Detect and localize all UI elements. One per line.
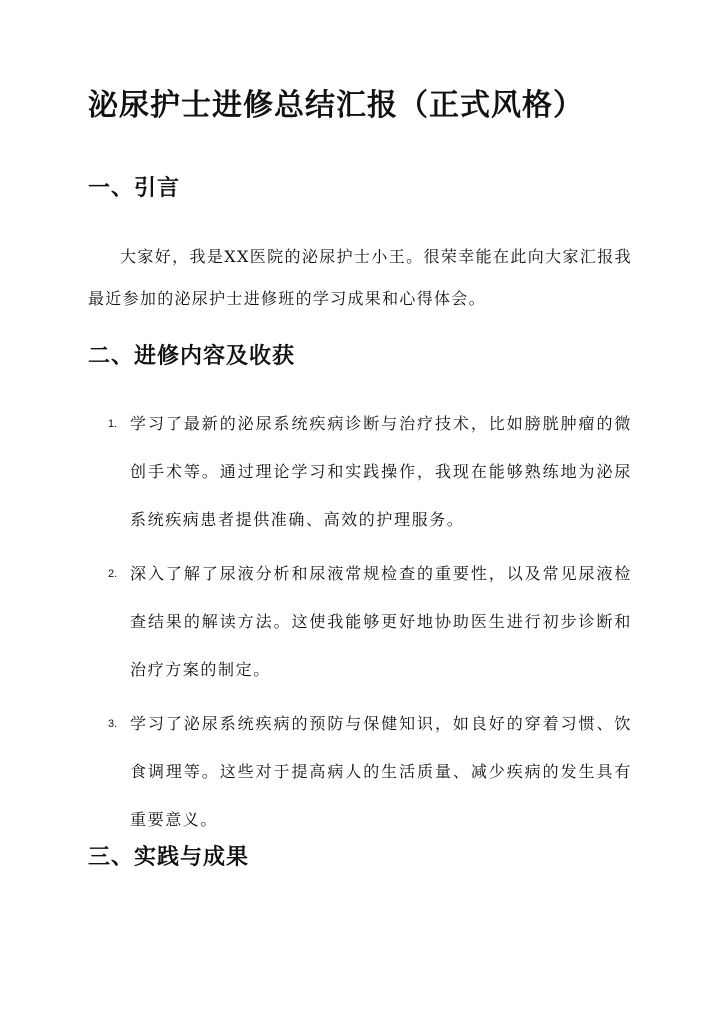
list-item-text: 学习了最新的泌尿系统疾病诊断与治疗技术，比如膀胱肿瘤的微创手术等。通过理论学习和实践操作，我现在能够熟练地为泌尿系统疾病患者提供准确、高效的护理服务。 [130,414,632,529]
section-heading-practice-results: 三、实践与成果 [88,844,250,870]
list-item-text: 学习了泌尿系统疾病的预防与保健知识，如良好的穿着习惯、饮食调理等。这些对于提高病人的生活质量、减少疾病的发生具有重要意义。 [130,714,632,829]
list-item-number: 1. [108,418,118,430]
list-item-text: 深入了解了尿液分析和尿液常规检查的重要性，以及常见尿液检查结果的解读方法。这使我能够更好地协助医生进行初步诊断和治疗方案的制定。 [130,564,632,679]
list-item [88,700,632,844]
list-item-number: 3. [108,718,118,730]
list-item [88,550,632,694]
list-item [88,400,632,544]
introduction-paragraph: 大家好，我是XX医院的泌尿护士小王。很荣幸能在此向大家汇报我最近参加的泌尿护士进修班的学习成果和心得体会。 [88,247,632,308]
section-heading-introduction: 一、引言 [88,175,181,201]
document-title: 泌尿护士进修总结汇报（正式风格） [88,88,584,123]
section-heading-training-content: 二、进修内容及收获 [88,343,296,369]
list-item-number: 2. [108,568,118,580]
training-gains-list [88,400,632,850]
